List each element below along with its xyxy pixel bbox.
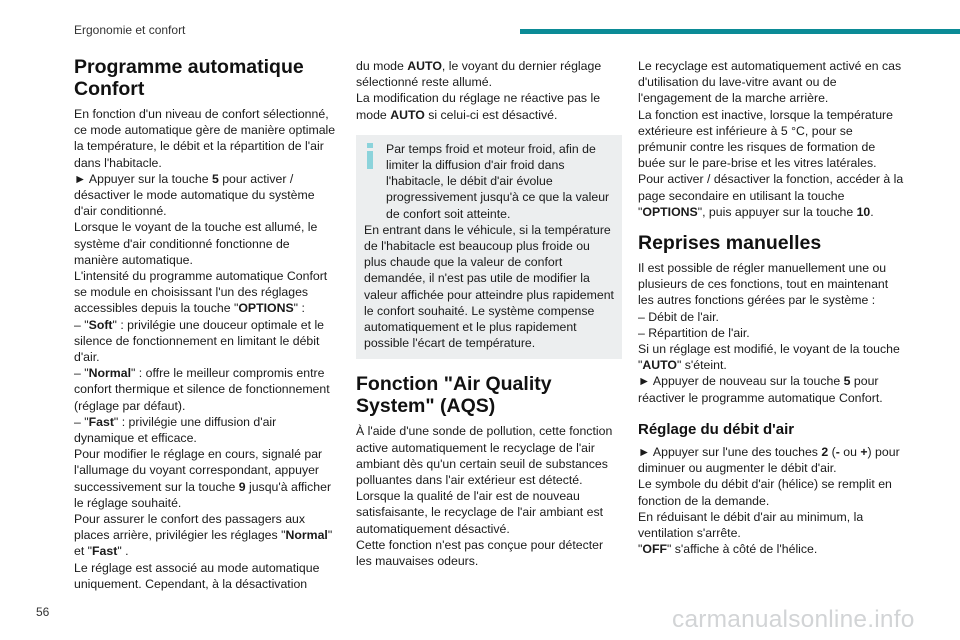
paragraph: du mode AUTO, le voyant du dernier réglage sélectionné reste allumé. [356, 59, 602, 90]
list-item: – "Fast" : privilégie une diffusion d'air dynamique et efficace. [74, 414, 277, 446]
paragraph: En fonction d'un niveau de confort sélectionné, ce mode automatique gère de manière optimale la température, le débit et la répartition de l'air dans l'habitacle. [74, 107, 336, 170]
column-1 [74, 56, 336, 592]
info-icon [365, 143, 375, 169]
paragraph: À l'aide d'une sonde de pollution, cette fonction active automatiquement le recyclage de l'air ambiant dès qu'un certain seuil de substances polluantes dans l'air extérieur est détecté. [356, 424, 613, 488]
paragraph: Pour assurer le confort des passagers aux places arrière, privilégier les réglages "Normal" et "Fast" . [74, 512, 333, 559]
paragraph: Cette fonction n'est pas conçue pour détecter les mauvaises odeurs. [356, 537, 604, 569]
paragraph: La modification du réglage ne réactive pas le mode AUTO si celui-ci est désactivé. [356, 91, 601, 122]
heading-aqs: Fonction "Air Quality System" (AQS) [356, 373, 552, 418]
paragraph: Pour activer / désactiver la fonction, accéder à la page secondaire en utilisant la touche "OPTIONS", puis appuyer sur la touche 10. [638, 172, 904, 219]
info-text: Par temps froid et moteur froid, afin de limiter la diffusion d'air froid dans l'habitacle, le débit d'air évolue progressivement jusqu'à ce que la valeur de confort soit atteinte. [386, 141, 610, 221]
paragraph: ► Appuyer sur l'une des touches 2 (- ou +) pour diminuer ou augmenter le débit d'air. [638, 445, 900, 476]
info-box [356, 135, 622, 360]
list-item: – Répartition de l'air. [638, 325, 750, 340]
paragraph: Le recyclage est automatiquement activé en cas d'utilisation du lave-vitre avant ou de l'engagement de la marche arrière. [638, 59, 902, 106]
column-3 [638, 58, 904, 557]
paragraph: En réduisant le débit d'air au minimum, la ventilation s'arrête. [638, 509, 864, 541]
paragraph: Lorsque la qualité de l'air est de nouveau satisfaisante, le recyclage de l'air ambiant est automatiquement désactivé. [356, 489, 604, 536]
page-number: 56 [36, 605, 50, 619]
paragraph: La fonction est inactive, lorsque la température extérieure est inférieure à 5 °C, pour se prémunir contre les risques de formation de buée sur le pare-brise et les vitres latérales. [638, 107, 893, 171]
list-item: – "Soft" : privilégie une douceur optimale et le silence de fonctionnement en limitant le débit d'air. [74, 317, 325, 365]
paragraph: Le symbole du débit d'air (hélice) se remplit en fonction de la demande. [638, 477, 892, 508]
paragraph: Pour modifier le réglage en cours, signalé par l'allumage du voyant correspondant, appuyer successivement sur la touche 9 jusqu'à afficher le réglage souhaité. [74, 447, 332, 510]
paragraph: Si un réglage est modifié, le voyant de la touche "AUTO" s'éteint. [638, 342, 900, 373]
column-2 [356, 58, 622, 569]
header-accent-bar [520, 29, 960, 34]
paragraph: ► Appuyer sur la touche 5 pour activer / désactiver le mode automatique du système d'air conditionné. [74, 171, 315, 219]
subheading-debit-air: Réglage du débit d'air [638, 420, 795, 438]
paragraph: Le réglage est associé au mode automatique uniquement. Cependant, à la désactivation [74, 560, 320, 591]
paragraph: Lorsque le voyant de la touche est allumé, le système d'air conditionné fonctionne de manière automatique. [74, 220, 318, 267]
list-item: – "Normal" : offre le meilleur compromis entre confort thermique et silence de fonctionnement (réglage par défaut). [74, 366, 330, 413]
paragraph: Il est possible de régler manuellement une ou plusieurs de ces fonctions, tout en maintenant les autres fonctions gérées par le système : [638, 261, 889, 308]
info-text: En entrant dans le véhicule, si la température de l'habitacle est beaucoup plus froide ou plus chaude que la valeur de confort demandée, il n'est pas utile de modifier la valeur affichée pour atteindre plus rapidement le confort souhaité. Le système compense automatiquement et le plus rapidement possible l'écart de température. [364, 222, 614, 351]
paragraph: "OFF" s'affiche à côté de l'hélice. [638, 542, 818, 557]
watermark: carmanualsonline.info [672, 606, 915, 633]
paragraph: ► Appuyer de nouveau sur la touche 5 pour réactiver le programme automatique Confort. [638, 374, 883, 405]
heading-programme-automatique: Programme automatique Confort [74, 56, 304, 100]
section-title: Ergonomie et confort [74, 23, 186, 37]
list-item: – Débit de l'air. [638, 309, 719, 324]
paragraph: L'intensité du programme automatique Confort se module en choisissant l'un des réglages accessibles depuis la touche "OPTIONS" : [74, 269, 328, 316]
heading-reprises-manuelles: Reprises manuelles [638, 232, 822, 255]
